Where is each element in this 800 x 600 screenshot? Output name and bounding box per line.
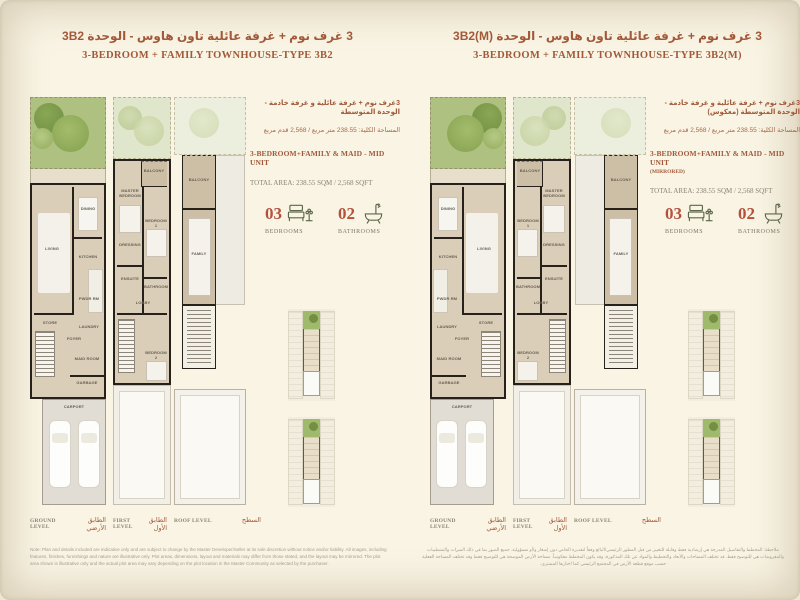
- highlighted-unit: [303, 311, 320, 397]
- key-plan-thumbnail: [288, 417, 335, 507]
- neighbor-units: [688, 311, 703, 399]
- balcony-area: [141, 161, 167, 187]
- floor-plan-roof: [174, 97, 246, 505]
- roof-terrace: [215, 155, 245, 305]
- roof-terrace: [575, 155, 605, 305]
- room-label-family: FAMILY: [191, 251, 207, 256]
- room-label-laundry: LAUNDRY: [78, 324, 100, 329]
- title-arabic: 3 غرف نوم + غرفة عائلية تاون هاوس - الوحدة 3B2: [62, 29, 353, 43]
- bathrooms-stat-top: [338, 202, 387, 225]
- car-icon: [465, 420, 487, 488]
- room-label-bathroom: BATHROOM: [144, 284, 169, 289]
- level-label-roof: [174, 516, 261, 532]
- wall-line: [542, 265, 567, 267]
- level-label-first: [113, 516, 174, 532]
- garden-area-faded: [113, 97, 171, 159]
- tree-icon: [520, 116, 550, 146]
- highlighted-unit: [703, 311, 720, 397]
- neighbor-units: [288, 419, 303, 505]
- level-labels-row: [30, 516, 261, 532]
- unit-garden: [303, 311, 320, 329]
- title-english: 3-BEDROOM + FAMILY TOWNHOUSE-TYPE 3B2(M): [473, 50, 742, 62]
- room-label-balcony: BALCONY: [143, 168, 165, 173]
- floor-plan-first: [513, 97, 571, 505]
- patio-area: [30, 169, 106, 183]
- title-arabic: 3 غرف نوم + غرفة عائلية تاون هاوس - الوحدة 3B2(M): [453, 29, 762, 43]
- room-label-balcony: BALCONY: [519, 168, 541, 173]
- ground-floor-interior: [430, 183, 506, 399]
- room-label-living: LIVING: [45, 246, 59, 251]
- family-rug: [188, 218, 211, 296]
- level-label-first: [513, 516, 574, 532]
- tree-icon: [483, 128, 504, 149]
- level-labels-row: [430, 516, 661, 532]
- wall-line: [70, 375, 104, 377]
- floor-plan-first: [113, 97, 171, 505]
- wall-line: [517, 313, 567, 315]
- neighbor-units: [688, 419, 703, 505]
- unit-info-arabic: 3غرف نوم + غرفة عائلية و غرفة خادمة - الوحدة المتوسطة: [264, 100, 400, 117]
- wall-line: [117, 313, 167, 315]
- roof-inner-line: [180, 395, 240, 499]
- bedrooms-count: 03: [265, 203, 282, 223]
- neighbor-units: [720, 311, 735, 399]
- bedrooms-stat-top: [665, 202, 714, 225]
- level-label-ar: السطح: [241, 517, 261, 524]
- bedrooms-count: 03: [665, 203, 682, 223]
- unit-area-arabic: المساحة الكلية: 238.55 متر مربع / 2,568 قدم مربع: [663, 126, 800, 134]
- floor-plan-roof: [574, 97, 646, 505]
- room-label-balcony: BALCONY: [188, 177, 210, 182]
- garden-area-faded: [574, 97, 646, 155]
- unit-garden: [303, 419, 320, 437]
- wall-line: [463, 187, 465, 315]
- section-title: [15, 30, 400, 61]
- room-label-master-bedroom: MASTER BEDROOM: [543, 188, 565, 198]
- wall-line: [464, 313, 502, 315]
- roof-inner-line: [519, 391, 565, 499]
- bathrooms-count: 02: [338, 203, 355, 223]
- tree-icon: [601, 108, 631, 138]
- open-roof-outline: [574, 389, 646, 505]
- level-label-en: ROOF LEVEL: [574, 518, 612, 524]
- room-label-balcony: BALCONY: [610, 177, 632, 182]
- living-rug: [38, 213, 70, 293]
- unit-info-block: [650, 99, 800, 195]
- bed-shape: [146, 229, 167, 257]
- unit-carport: [703, 479, 720, 504]
- tree-icon: [52, 115, 89, 152]
- neighbor-units: [320, 311, 335, 399]
- stairs: [35, 331, 55, 377]
- neighbor-units: [720, 419, 735, 505]
- unit-area-english: TOTAL AREA: 238.55 SQM / 2,568 SQFT: [250, 178, 373, 187]
- unit-stats: [265, 202, 387, 235]
- open-roof-outline: [174, 389, 246, 505]
- level-label-ar: الطابق الأرضي: [86, 517, 106, 532]
- stairs-hatch: [609, 310, 633, 364]
- disclaimer-english: Note: Plan and details included are indicative only and are subject to change by the Master Developer/Seller at its sole discretion without notice and/or liability. All images, including features, finishes, furnishings and nature are illustrative only. Plot areas, dimensions, layout and materials may differ from those stated, and the layout may be mirrored. The plot area shown is illustrative only and the actual plot area may vary depending on the plot location in the Master Community as selected by the purchaser.: [30, 547, 387, 566]
- bedrooms-label: BEDROOMS: [665, 229, 704, 235]
- first-floor-interior: [113, 159, 171, 385]
- unit-info-block: [250, 99, 400, 187]
- room-label-lobby: LOBBY: [533, 300, 549, 305]
- bathtub-icon: [360, 202, 387, 225]
- unit-info-english: 3-BEDROOM+FAMILY & MAID - MID UNIT: [650, 148, 785, 167]
- carport-area: [430, 399, 494, 505]
- wall-line: [34, 313, 72, 315]
- bathrooms-stat: [338, 202, 387, 235]
- bathrooms-stat: [738, 202, 787, 235]
- room-label-bathroom: BATHROOM: [516, 284, 541, 289]
- unit-section: [415, 14, 800, 580]
- family-rug: [609, 218, 632, 296]
- level-label-ar: الطابق الأرضي: [486, 517, 506, 532]
- level-label-en: ROOF LEVEL: [174, 518, 212, 524]
- bathrooms-stat-top: [738, 202, 787, 225]
- dining-table: [78, 197, 98, 231]
- stairs: [118, 319, 135, 373]
- stairs: [182, 305, 216, 369]
- unit-body: [303, 329, 320, 371]
- room-label-bedroom-2: BEDROOM 2: [145, 350, 167, 360]
- room-label-maid-room: MAID ROOM: [436, 356, 462, 361]
- car-icon: [49, 420, 71, 488]
- carport-area: [42, 399, 106, 505]
- garden-area-faded: [174, 97, 246, 155]
- unit-carport: [303, 371, 320, 396]
- level-label-en: FIRST LEVEL: [513, 518, 533, 530]
- roof-inner-line: [119, 391, 165, 499]
- room-label-powder-room: PWDR RM: [78, 296, 100, 301]
- room-label-carport: CARPORT: [451, 404, 473, 409]
- disclaimer-arabic: ملاحظة: المخطط والتفاصيل المدرجة هي إرشادية فقط وقابلة للتغيير من قبل المطور الرئيسي/البائع وفقاً لتقديره الخاص دون إشعار و/أو مسؤولية. جميع الصور بما في ذلك الميزات والتشطيبات والمفروشات هي للتوضيح فقط. قد تختلف المساحات والأبعاد والتخطيط والمواد عن تلك المذكورة، وقد يكون المخطط معكوساً. مساحة الأرض الموضحة هي للتوضيح فقط وقد تختلف المساحة الفعلية حسب موقع قطعة الأرض في المجتمع الرئيسي كما اختارها المشتري.: [422, 547, 784, 566]
- room-label-store: STORE: [478, 320, 494, 325]
- bathtub-icon: [760, 202, 787, 225]
- level-label-en: GROUND LEVEL: [30, 518, 56, 530]
- wall-line: [142, 187, 144, 315]
- first-floor-interior: [513, 159, 571, 385]
- unit-body: [703, 437, 720, 479]
- room-label-garbage: GARBAGE: [76, 380, 98, 385]
- stairs-hatch: [187, 310, 211, 364]
- level-label-ground: [430, 516, 513, 532]
- room-label-lobby: LOBBY: [135, 300, 151, 305]
- room-label-foyer: FOYER: [454, 336, 470, 341]
- unit-garden: [703, 311, 720, 329]
- balcony-area: [182, 155, 216, 209]
- room-label-ensuite: ENSUITE: [544, 276, 564, 281]
- bed-shape: [146, 361, 167, 381]
- balcony-area: [604, 155, 638, 209]
- room-label-family: FAMILY: [613, 251, 629, 256]
- bedrooms-stat: [665, 202, 714, 235]
- wall-line: [432, 375, 466, 377]
- neighbor-units: [320, 419, 335, 505]
- unit-area-arabic: المساحة الكلية: 238.55 متر مربع / 2,568 قدم مربع: [263, 126, 400, 134]
- kitchen-counter: [433, 269, 448, 313]
- bathrooms-label: BATHROOMS: [338, 229, 381, 235]
- room-label-garbage: GARBAGE: [438, 380, 460, 385]
- stairs: [604, 305, 638, 369]
- room-label-carport: CARPORT: [63, 404, 85, 409]
- unit-garden: [703, 419, 720, 437]
- tree-icon: [447, 115, 484, 152]
- wall-line: [434, 237, 464, 239]
- tree-icon: [189, 108, 219, 138]
- room-label-bedroom-1: BEDROOM 1: [145, 218, 167, 228]
- wall-line: [517, 277, 542, 279]
- bedrooms-stat: [265, 202, 314, 235]
- roof-inner-line: [580, 395, 640, 499]
- level-label-roof: [574, 516, 661, 532]
- level-label-en: FIRST LEVEL: [113, 518, 133, 530]
- kitchen-counter: [88, 269, 103, 313]
- patio-area: [430, 169, 506, 183]
- dining-table: [438, 197, 458, 231]
- tree-icon: [32, 128, 53, 149]
- bed-shape: [517, 361, 538, 381]
- level-label-ground: [30, 516, 113, 532]
- unit-body: [703, 329, 720, 371]
- bed-shape: [543, 205, 565, 233]
- highlighted-unit: [703, 419, 720, 505]
- level-label-en: GROUND LEVEL: [430, 518, 456, 530]
- tree-icon: [134, 116, 164, 146]
- room-label-living: LIVING: [477, 246, 491, 251]
- wall-line: [142, 277, 167, 279]
- family-room: [604, 209, 638, 305]
- unit-stats: [665, 202, 787, 235]
- floor-plans: [30, 97, 261, 505]
- room-label-ensuite: ENSUITE: [120, 276, 140, 281]
- room-label-dressing: DRESSING: [543, 242, 565, 247]
- floor-plans: [430, 97, 661, 505]
- unit-carport: [703, 371, 720, 396]
- key-plan-thumbnail: [688, 417, 735, 507]
- garden-area: [30, 97, 106, 169]
- unit-area-english: TOTAL AREA: 238.55 SQM / 2,568 SQFT: [650, 186, 773, 195]
- title-english: 3-BEDROOM + FAMILY TOWNHOUSE-TYPE 3B2: [82, 50, 333, 62]
- level-label-ar: السطح: [641, 517, 661, 524]
- level-label-ar: الطابق الأول: [548, 517, 567, 532]
- mirrored-note: (MIRRORED): [650, 168, 685, 175]
- key-plan-thumbnail: [688, 309, 735, 401]
- unit-section: [15, 14, 400, 580]
- stairs: [549, 319, 566, 373]
- wall-line: [72, 237, 102, 239]
- unit-carport: [303, 479, 320, 504]
- unit-body: [303, 437, 320, 479]
- level-label-ar: الطابق الأول: [148, 517, 167, 532]
- stairs: [481, 331, 501, 377]
- room-label-master-bedroom: MASTER BEDROOM: [119, 188, 141, 198]
- room-label-maid-room: MAID ROOM: [74, 356, 100, 361]
- room-label-powder-room: PWDR RM: [436, 296, 458, 301]
- ground-floor-interior: [30, 183, 106, 399]
- unit-info-english: 3-BEDROOM+FAMILY & MAID - MID UNIT: [250, 148, 385, 167]
- wall-line: [541, 187, 543, 315]
- bed-shape: [119, 205, 141, 233]
- wall-line: [117, 265, 142, 267]
- room-label-store: STORE: [42, 320, 58, 325]
- carport-roof-outline: [113, 385, 171, 505]
- room-label-dining: DINING: [80, 206, 96, 211]
- family-room: [182, 209, 216, 305]
- bathrooms-count: 02: [738, 203, 755, 223]
- carport-roof-outline: [513, 385, 571, 505]
- bedrooms-label: BEDROOMS: [265, 229, 304, 235]
- bed-shape: [517, 229, 538, 257]
- bed-icon: [687, 202, 714, 225]
- car-icon: [78, 420, 100, 488]
- highlighted-unit: [303, 419, 320, 505]
- key-plan-thumbnail: [288, 309, 335, 401]
- bedrooms-stat-top: [265, 202, 314, 225]
- garden-area: [430, 97, 506, 169]
- garden-area-faded: [513, 97, 571, 159]
- room-label-dining: DINING: [440, 206, 456, 211]
- floor-plan-ground: [30, 97, 106, 505]
- car-icon: [436, 420, 458, 488]
- room-label-kitchen: KITCHEN: [78, 254, 98, 259]
- room-label-bedroom-1: BEDROOM 1: [517, 218, 539, 228]
- balcony-area: [517, 161, 543, 187]
- room-label-dressing: DRESSING: [119, 242, 141, 247]
- room-label-laundry: LAUNDRY: [436, 324, 458, 329]
- living-rug: [466, 213, 498, 293]
- section-title: [415, 30, 800, 61]
- neighbor-units: [288, 311, 303, 399]
- bathrooms-label: BATHROOMS: [738, 229, 781, 235]
- room-label-kitchen: KITCHEN: [438, 254, 458, 259]
- room-label-bedroom-2: BEDROOM 2: [517, 350, 539, 360]
- unit-info-arabic: 3غرف نوم + غرفة عائلية و غرفة خادمة - الوحدة المتوسطة (معكوس): [664, 100, 800, 117]
- floor-plan-ground: [430, 97, 506, 505]
- bed-icon: [287, 202, 314, 225]
- room-label-foyer: FOYER: [66, 336, 82, 341]
